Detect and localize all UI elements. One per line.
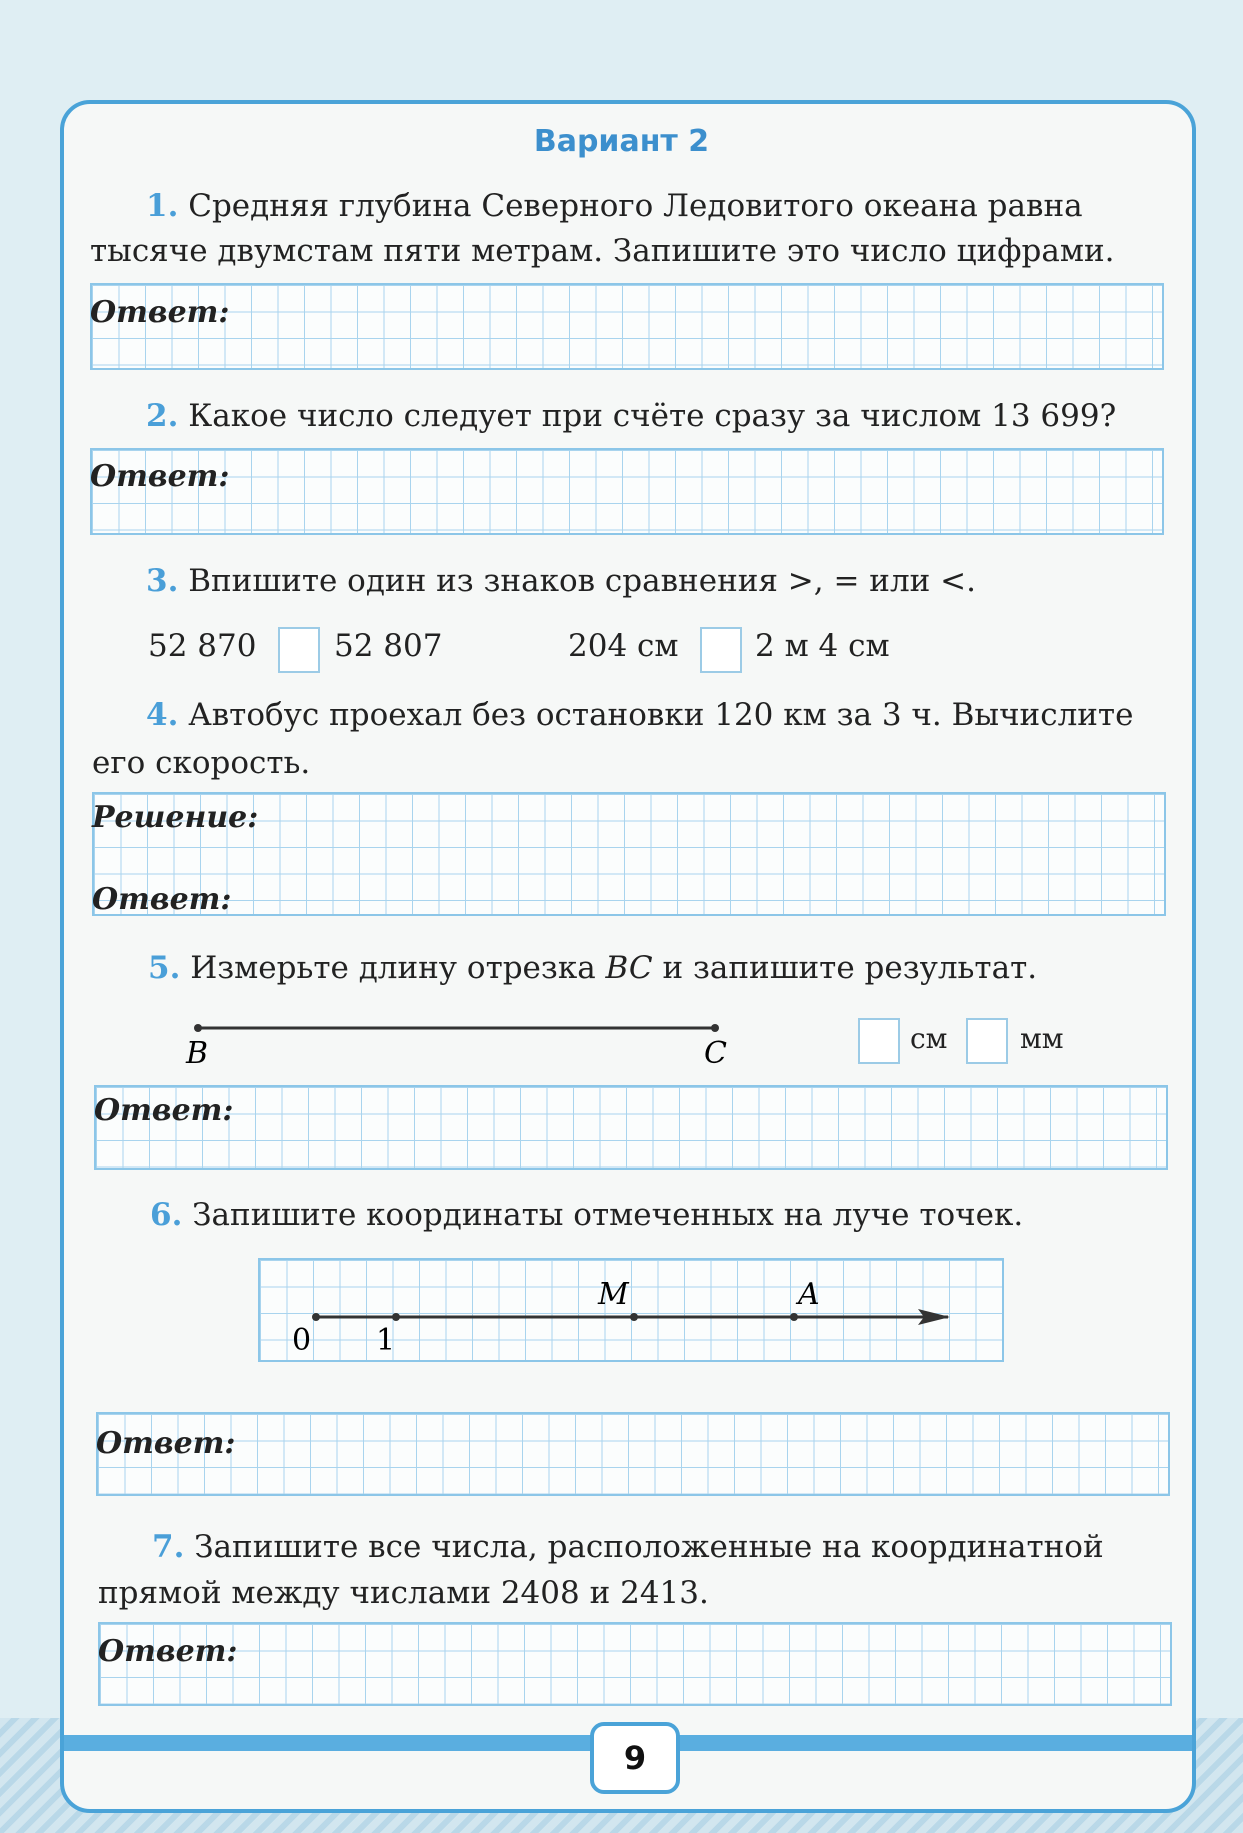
task-7-line2: прямой между числами 2408 и 2413. [98,1575,709,1611]
answer-label-2: Ответ: [90,459,230,494]
ray-origin-dot [312,1313,320,1321]
task-1-text: Средняя глубина Северного Ледовитого океана равна [188,188,1083,224]
task-7-text: Запишите все числа, расположенные на координатной [194,1529,1104,1565]
mm-box[interactable] [966,1018,1008,1064]
task-5-text-post: и запишите результат. [652,950,1038,986]
point-b-dot [194,1024,202,1032]
task-4-number: 4. [146,697,179,733]
compare-box-2[interactable] [700,627,742,673]
task-1-number: 1. [146,188,179,224]
ray-one-label: 1 [376,1323,396,1358]
task-5-number: 5. [148,950,181,986]
answer-grid-2[interactable] [90,448,1164,535]
compare-b-left: 204 см [568,628,679,664]
unit-mm: мм [1020,1022,1064,1055]
page-number: 9 [590,1722,680,1794]
answer-label-7: Ответ: [98,1634,238,1669]
answer-grid-7[interactable] [98,1622,1172,1706]
point-m-label: M [598,1277,629,1312]
task-3-number: 3. [146,563,179,599]
variant-title: Вариант 2 [533,124,710,159]
task-6-line1 [150,1192,1023,1238]
compare-a-right: 52 807 [334,628,443,664]
cm-box[interactable] [858,1018,900,1064]
task-5-segment-var: BC [605,950,653,986]
ray-unit-dot [392,1313,400,1321]
answer-grid-1[interactable] [90,283,1164,370]
task-1-line2: тысяче двумстам пяти метрам. Запишите это число цифрами. [90,233,1115,269]
task-3-line1 [146,558,976,604]
compare-b-right: 2 м 4 см [755,628,890,664]
task-6-text: Запишите координаты отмеченных на луче точек. [192,1197,1024,1233]
answer-label-4: Ответ: [92,882,232,917]
task-7-line1 [152,1524,1104,1570]
task-7-number: 7. [152,1529,185,1565]
ray-zero-label: 0 [292,1323,312,1358]
task-4-line1 [146,692,1133,738]
answer-grid-5[interactable] [94,1085,1168,1170]
point-a-label: A [798,1277,820,1312]
point-a-dot [790,1313,798,1321]
compare-box-1[interactable] [278,627,320,673]
answer-label-6: Ответ: [96,1426,236,1461]
task-2-text: Какое число следует при счёте сразу за числом 13 699? [188,398,1117,434]
point-c-dot [711,1024,719,1032]
task-2-line1 [146,393,1116,439]
task-3-text: Впишите один из знаков сравнения >, = или <. [188,563,977,599]
task-4-text: Автобус проехал без остановки 120 км за 3 ч. Вычислите [188,697,1134,733]
solution-label-4: Решение: [92,800,259,835]
answer-label-5: Ответ: [94,1093,234,1128]
unit-cm: см [910,1022,948,1055]
task-2-number: 2. [146,398,179,434]
task-6-number: 6. [150,1197,183,1233]
task-5-line1 [148,945,1037,991]
task-5-text-pre: Измерьте длину отрезка [190,950,606,986]
answer-grid-6[interactable] [96,1412,1170,1496]
task-4-line2: его скорость. [92,745,311,781]
segment-bc [180,1010,740,1070]
task-1-line1 [146,183,1083,229]
point-b-label: B [186,1036,209,1070]
point-m-dot [630,1313,638,1321]
coordinate-ray [258,1258,1000,1358]
answer-label-1: Ответ: [90,295,230,330]
point-c-label: C [704,1036,727,1070]
compare-a-left: 52 870 [148,628,257,664]
